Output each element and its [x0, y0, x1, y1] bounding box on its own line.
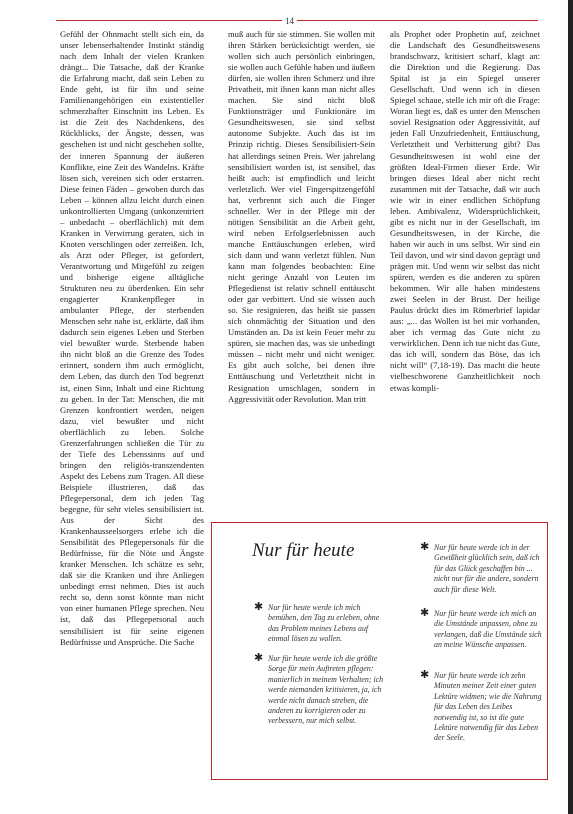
box-item	[254, 601, 388, 645]
sidebar-box-nur-fuer-heute	[211, 522, 548, 780]
text-column-1	[60, 29, 204, 811]
box-item-text: Nur für heute werde ich in der Gewißheit glücklich sein, daß ich für das Glück geschaffen bin ... nicht nur für die andere, sondern auch für diese Welt.	[434, 543, 540, 594]
column-2-text: muß auch für sie stimmen. Sie wollen mit ihren Stärken berücksichtigt werden, sie wollen sich auch persönlich einbringen, sie wollen auch Gefühle haben und äußern dürfen, sie wollen ihren Schmerz und ihre Privatheit, mit ihnen kann man nicht alles machen. Sie sind nicht bloß Funktionsträger und Funktionäre im Gesundheitswesen, sie sind selbst autonome Subjekte. Auch das ist im Prinzip richtig. Dieses Sensibilisiert-Sein hat allerdings seinen Preis. Wer jahrelang sensibilisiert worden ist, ist sensibel, das heißt auch: ist empfindlich und leicht verletzlich. Wer viel Fingerspitzengefühl hat, verbrennt sich auch die Finger schneller. Wer in der Pflege mit der nötigen Sensibilität an die Arbeit geht, wird neben Erfolgserlebnissen auch manche Enttäuschungen erleben, wird sich dann und wann verletzt fühlen. Nun kann man folgendes beobachten: Eine nicht geringe Anzahl von Leuten im Pflegedienst ist relativ schnell enttäuscht oder gar verbittert. Und sie wissen auch so. Sie resignieren, das heißt sie passen sich ohnmächtig der Situation und den Umständen an. Da ist kein Feuer mehr zu spüren, sie machen das, was sie unbedingt müssen – nicht mehr und nicht weniger. Es gibt auch solche, bei denen ihre Enttäuschung und Verletztheit nicht in Resignation umschlagen, sondern in Aggressivität oder Revolution. Man tritt	[228, 29, 375, 404]
asterisk-icon: ✱	[254, 652, 264, 664]
box-item	[420, 669, 544, 744]
box-item-text: Nur für heute werde ich die größte Sorge für mein Auftreten pflegen: manierlich in meinem Verhalten; ich werde niemanden kritisieren, ja, ich werde nicht danach streben, die anderen zu korrigieren oder zu verbessern, nur mich selbst.	[268, 654, 384, 726]
asterisk-icon: ✱	[420, 669, 430, 681]
header-rule	[56, 20, 538, 21]
scan-edge	[568, 0, 573, 814]
page-number: 14	[282, 16, 297, 26]
box-item-text: Nur für heute werde ich zehn Minuten meiner Zeit einer guten Lektüre widmen; wie die Nahrung für das Leben des Leibes notwendig ist, so ist die gute Lektüre notwendig für das Leben der Seele.	[434, 671, 542, 743]
box-title: Nur für heute	[252, 540, 355, 561]
box-item	[420, 541, 544, 595]
text-column-2	[228, 29, 375, 509]
asterisk-icon: ✱	[254, 601, 264, 613]
asterisk-icon: ✱	[420, 607, 430, 619]
column-1-text: Gefühl der Ohnmacht stellt sich ein, da unser lebenserhaltender Instinkt ständig nach dem Inhalt der vielen Kranken drängt... Die Tatsache, daß der Kranke die Erfahrung macht, daß sein Leben zu Ende geht, ist für ihn und seine Familienangehörigen ein existentieller schmerzhafter Einschnitt ins Leben. Es ist die Zeit des Nachdenkens, des Rückblicks, der Ängste, dessen, was geschehen ist und nicht geschehen sollte, der inneren Spannung der äußeren Konflikte, eine Zeit des Wandelns. Kräfte lösen sich, vereinen sich oder erstarren. Diese feinen Fäden – gewoben durch das Leben – können allzu leicht durch einen unkontrollierten Umgang (unkonzentriert – unbedacht – oberflächlich) mit dem Kranken in Verwirrung geraten, sich in Knoten verschlingen oder zerreißen. Ich, als Arzt oder Pfleger, ist gefordert, Verantwortung und Mitgefühl zu zeigen und bisherige eigene alltägliche Strukturen neu zu überdenken. Ein sehr engagierter Krankenpfleger in ambulanter Pflege, der sterbenden Menschen sehr nahe ist, erklärte, daß ihm dadurch sein eigenes Leben und Sterben viel bewußter wurde. Sterbende haben ihn nicht bloß an die Grenze des Todes erinnert, sondern ihm auch ermöglicht, dem Leben, das durch den Tod begrenzt ist, einen Sinn, Inhalt und eine Richtung zu geben. In der Tat: Menschen, die mit Grenzen konfrontiert werden, neigen dazu, viel bewußter und nicht oberflächlich zu leben. Solche Grenzerfahrungen schließen die Tür zu der Tiefe des Lebenssinns auf und bringen den religiös-transzendenten Aspekt des Lebens zum Tragen. All diese Beispiele illustrieren, daß das Pflegepersonal, dem ich jeden Tag begegne, für sehr vieles sensibilisiert ist. Aus der Sicht des Krankenhausseelsorgers erlebe ich die Sensibilität des Pflegepersonals für die Bedürfnisse, für die Nöte und Ängste kranker Menschen. Ich schätze es sehr, daß sie die Kranken und ihre Anliegen unbedingt ernst nehmen. Dies ist auch recht so, denn sonst könnte man nicht von einer humanen Pflege sprechen. Neu ist, daß das Pflegepersonal auch sensibilisiert ist für seine eigenen Bedürfnisse und Ansprüche. Die Sache	[60, 29, 204, 647]
column-3-text: als Prophet oder Prophetin auf, zeichnet die Landschaft des Gesundheitswesens brandschwarz, kritisiert scharf, klagt an: die Direktion und die Regierung. Das Spital ist ja ein Spiegel unserer Gesellschaft. Und wenn ich in diesen Spiegel schaue, stelle ich mir oft die Frage: Woran liegt es, daß es unter den Menschen soviel Resignation oder Aggressivität, auf jeden Fall Unzufriedenheit, Enttäuschung, Verletztheit und Verbitterung gibt? Das Gesundheitswesen ist wohl eine der größten Ideal-Firmen dieser Erde. Wir bringen dieses Ideal aber nicht recht zusammen mit der Tatsache, daß wir auch wie wir in einer endlichen Schöpfung leben. Ambivalenz, Widersprüchlichkeit, gibt es nicht nur in der Gesellschaft, im Gesundheitswesen, in der Kirche, die haben wir auch in uns selbst. Wir sind ein Teil davon, und wir sind davon geprägt und prägen mit. Und wenn wir selbst das nicht spüren, werden es die anderen zu spüren bekommen. Wir alle haben mindestens zwei Seelen in der Brust. Der heilige Paulus drückt dies im Römerbrief lapidar aus: „... das Wollen ist bei mir vorhanden, aber ich vermag das Gute nicht zu verwirklichen. Denn ich tue nicht das Gute, das ich will, sondern das Böse, das ich nicht will“ (7,18-19). Das macht die heute vielbeschworene Ganzheitlichkeit noch etwas kompli-	[390, 29, 540, 393]
text-column-3	[390, 29, 540, 509]
asterisk-icon: ✱	[420, 541, 430, 553]
box-item-text: Nur für heute werde ich mich an die Umstände anpassen, ohne zu verlangen, daß die Umstände sich an meine Wünsche anpassen.	[434, 609, 542, 650]
box-item-text: Nur für heute werde ich mich bemühen, den Tag zu erleben, ohne das Problem meines Lebens auf einmal lösen zu wollen.	[268, 603, 380, 644]
box-item	[254, 652, 388, 727]
box-item	[420, 607, 544, 651]
